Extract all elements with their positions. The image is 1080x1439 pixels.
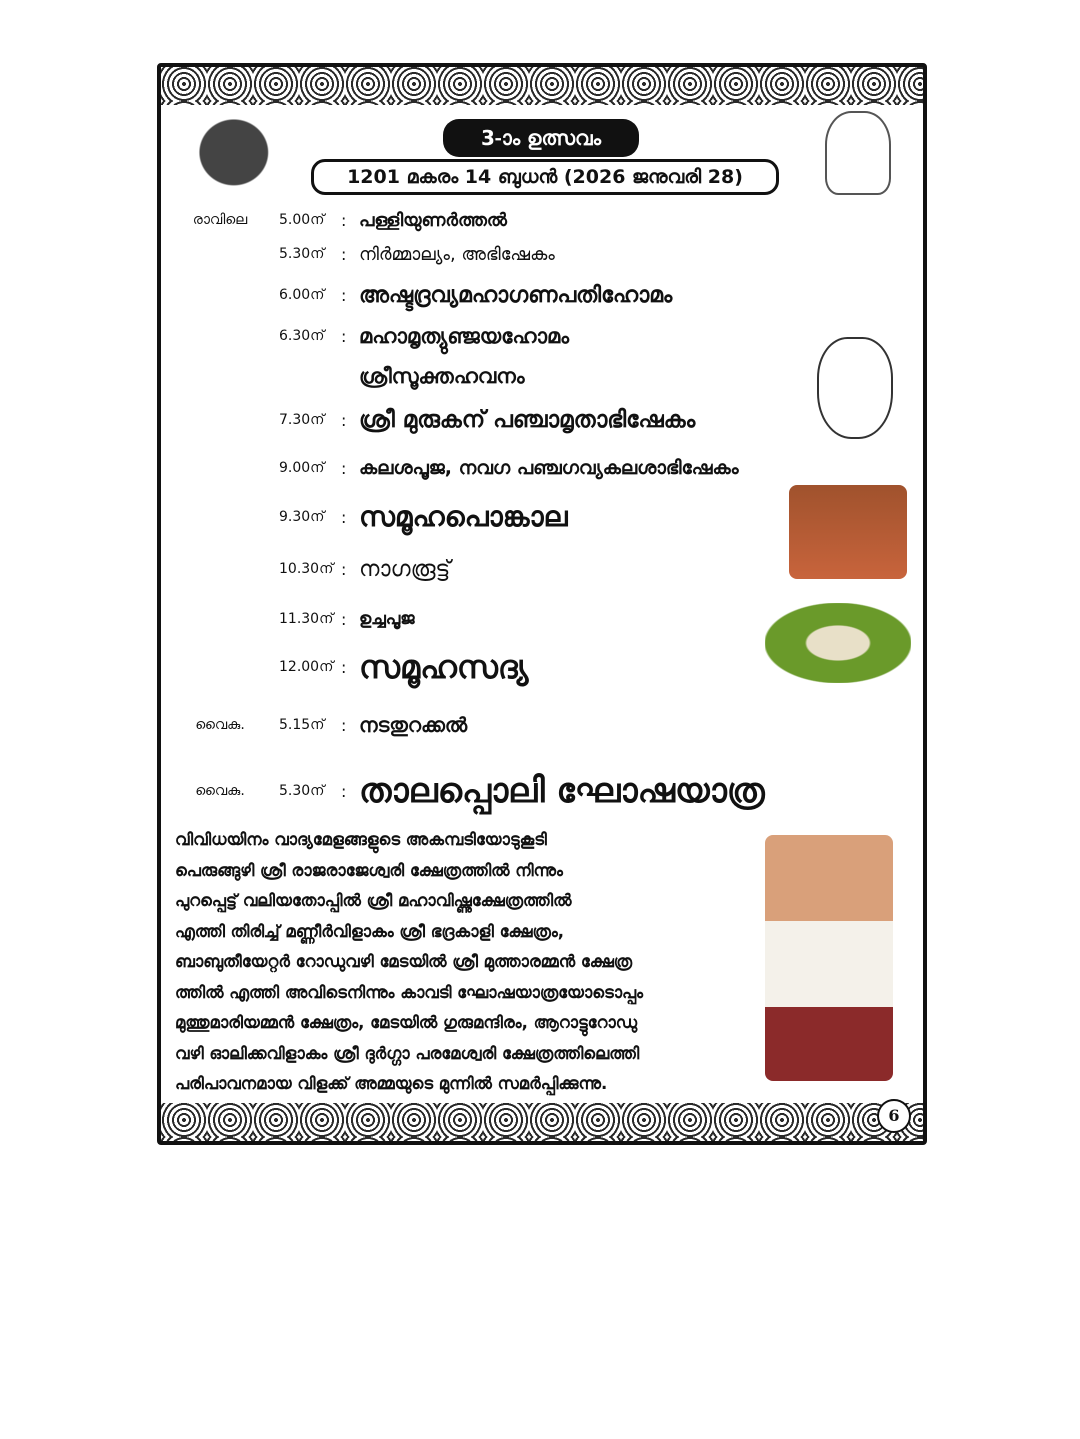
festival-day-title: 3-ാം ഉത്സവം	[443, 119, 639, 157]
event: സമൂഹസദ്യ	[359, 647, 529, 686]
chenda-drummer-image	[765, 835, 893, 1081]
colon: :	[341, 609, 347, 629]
colon: :	[341, 326, 347, 346]
event: മഹാമൃത്യുഞ്ജയഹോമം	[359, 323, 570, 348]
time: 7.30ന്	[279, 412, 325, 428]
time: 12.00ന്	[279, 659, 334, 675]
time: 6.30ന്	[279, 328, 325, 344]
page-frame	[157, 63, 927, 1145]
time: 9.00ന്	[279, 460, 325, 476]
period-label: വൈകു.	[195, 783, 245, 799]
event: അഷ്ടദ്രവ്യമഹാഗണപതിഹോമം	[359, 282, 673, 308]
event: നാഗരൂട്ട്	[359, 556, 451, 582]
event: സമൂഹപൊങ്കാല	[359, 500, 568, 533]
paragraph-line: ബാബുതീയേറ്റർ റോഡുവഴി മേടയിൽ ശ്രീ മുത്താരമ്മൻ ക്ഷേത്ര	[175, 952, 633, 971]
colon: :	[341, 285, 347, 305]
colon: :	[341, 458, 347, 478]
colon: :	[341, 210, 347, 230]
time: 11.30ന്	[279, 611, 334, 627]
kalasam-image	[817, 337, 893, 439]
paragraph-line: ത്തിൽ എത്തി അവിടെനിന്നും കാവടി ഘോഷയാത്രയോടൊപ്പം	[175, 982, 644, 1002]
elephant-image	[181, 111, 277, 203]
period-label: രാവിലെ	[192, 212, 248, 228]
time: 5.30ന്	[279, 246, 325, 262]
festival-date: 1201 മകരം 14 ബുധൻ (2026 ജനുവരി 28)	[311, 159, 779, 195]
page-number: 6	[877, 1099, 911, 1133]
paragraph-line: വഴി ഓലിക്കവിളാകം ശ്രീ ദുർഗ്ഗാ പരമേശ്വരി ക്ഷേത്രത്തിലെത്തി	[175, 1043, 640, 1063]
event: ശ്രീ മുരുകന് പഞ്ചാമൃതാഭിഷേകം	[359, 407, 696, 433]
time: 5.00ന്	[279, 212, 325, 228]
ganesha-image	[825, 111, 891, 195]
period-label: വൈകു.	[195, 717, 245, 733]
event: ഉച്ചപൂജ	[359, 609, 415, 629]
paragraph-line: എത്തി തിരിച്ച് മണ്ണീർവിളാകം ശ്രീ ഭദ്രകാളി ക്ഷേത്രം,	[175, 921, 565, 941]
event: നിർമ്മാല്യം, അഭിഷേകം	[359, 243, 555, 265]
event: കലശപൂജ, നവഗ പഞ്ചഗവ്യകലശാഭിഷേകം	[359, 457, 739, 479]
time: 10.30ന്	[279, 561, 334, 577]
time: 5.15ന്	[279, 717, 325, 733]
sadya-leaf-image	[765, 603, 911, 683]
paragraph-line: പുറപ്പെട്ട് വലിയതോപ്പിൽ ശ്രീ മഹാവിഷ്ണുക്ഷേത്രത്തിൽ	[175, 891, 572, 910]
event: ശ്രീസൂക്തഹവനം	[359, 363, 525, 388]
time: 9.30ന്	[279, 509, 325, 525]
colon: :	[341, 657, 347, 677]
event: പള്ളിയുണർത്തൽ	[359, 209, 507, 231]
ornamental-border-top	[161, 67, 923, 105]
paragraph-line: വിവിധയിനം വാദ്യമേളങ്ങളുടെ അകമ്പടിയോടുകൂടി	[175, 830, 547, 849]
time: 6.00ന്	[279, 287, 325, 303]
colon: :	[341, 410, 347, 430]
event: താലപ്പൊലി ഘോഷയാത്ര	[359, 771, 765, 811]
ornamental-border-bottom	[161, 1103, 923, 1141]
colon: :	[341, 244, 347, 264]
procession-description	[175, 825, 775, 1100]
paragraph-line: പരിപാവനമായ വിളക്ക് അമ്മയുടെ മുന്നിൽ സമർപ്പിക്കുന്നു.	[175, 1074, 608, 1093]
colon: :	[341, 715, 347, 735]
paragraph-line: മുത്തുമാരിയമ്മൻ ക്ഷേത്രം, മേടയിൽ ഗുരുമന്ദിരം, ആറാട്ടുറോഡു	[175, 1013, 638, 1032]
paragraph-line: പെരുങ്ങുഴി ശ്രീ രാജരാജേശ്വരി ക്ഷേത്രത്തിൽ നിന്നും	[175, 860, 563, 880]
pongala-pot-image	[789, 485, 907, 579]
event: നടതുറക്കൽ	[359, 713, 468, 737]
colon: :	[341, 507, 347, 527]
colon: :	[341, 781, 347, 801]
time: 5.30ന്	[279, 783, 325, 799]
colon: :	[341, 559, 347, 579]
